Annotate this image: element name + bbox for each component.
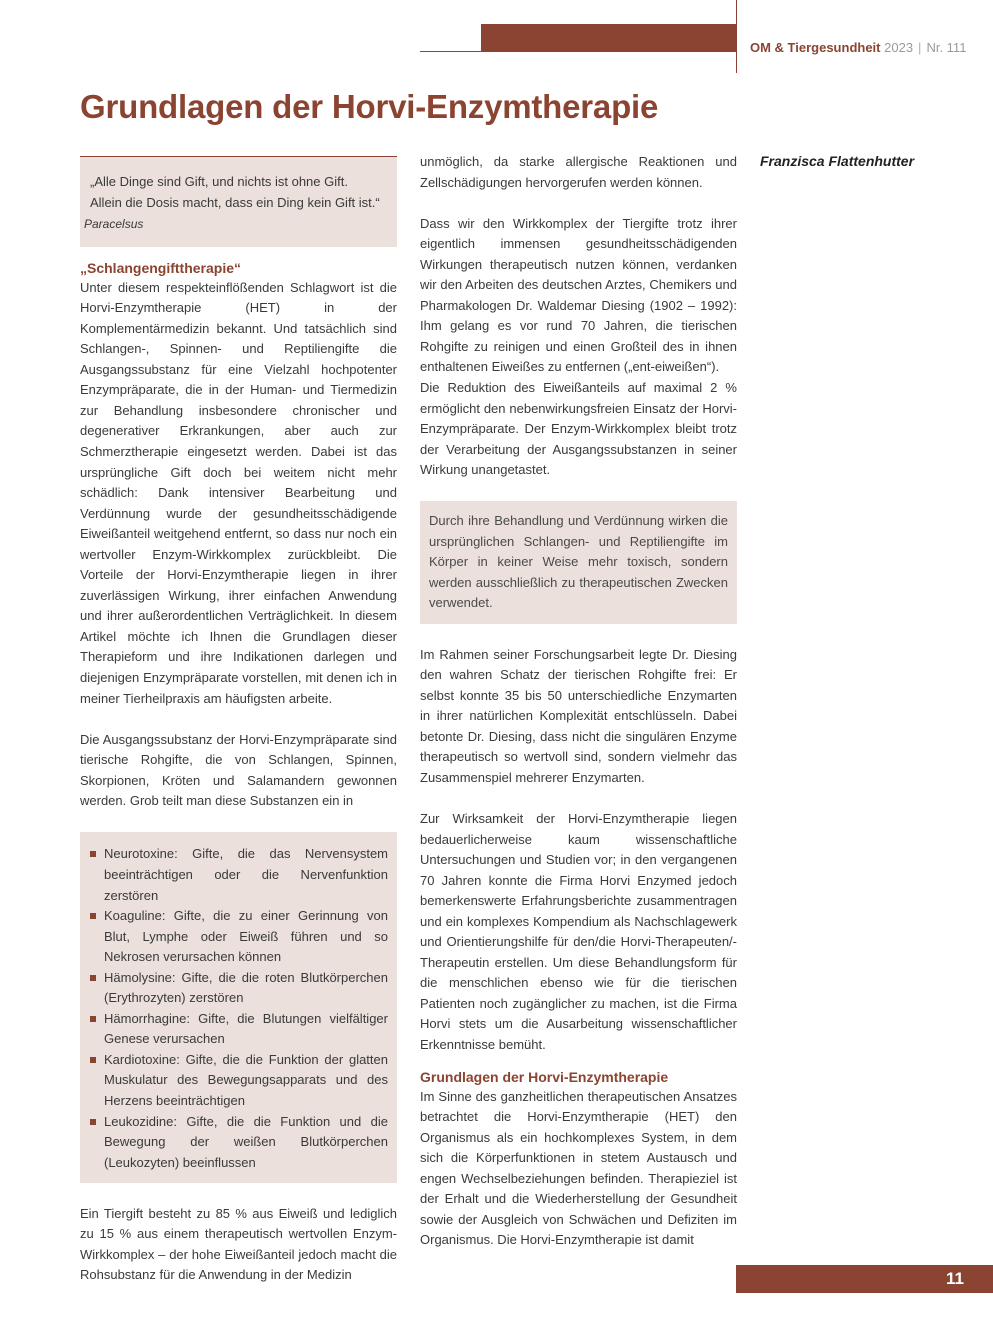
- paragraph: Die Ausgangssubstanz der Horvi-Enzympräparate sind tierische Rohgifte, die von Schlangen, Spinnen, Skorpionen, Kröten und Salamandern gewonnen werden. Grob teilt man diese Substanzen ein in: [80, 731, 397, 809]
- header-color-bar: [481, 24, 736, 51]
- list-item: Kardiotoxine: Gifte, die die Funktion der glatten Muskulatur des Bewegungsapparats und des Herzens beeinträchtigen: [90, 1050, 388, 1112]
- paragraph: Unter diesem respekteinflößenden Schlagwort ist die Horvi-Enzymtherapie (HET) in der Komplementärmedizin bekannt. Und tatsächlich sind Schlangen-, Spinnen- und Reptiliengifte die Ausgangssubstanz für eine Vielzahl hochpotenter Enzympräparate, die in der Human- und Tiermedizin zur Behandlung insbesondere chronischer und degenerativer Erkrankungen, aber auch zur Schmerztherapie eingesetzt werden. Dabei ist das ursprüngliche Gift doch bei weitem nicht mehr schädlich: Dank intensiver Bearbeitung und Verdünnung wurde der gesundheitsschädigende Eiweißanteil weitgehend entfernt, so dass nur noch ein wertvoller Enzym-Wirkkomplex zurückbleibt. Die Vorteile der Horvi-Enzymtherapie liegen in ihrer zuverlässigen Wirkung, ihrer einfachen Anwendung und ihrer außerordentlichen Verträglichkeit. In diesem Artikel möchte ich Ihnen die Grundlagen dieser Therapieform und ihre Indikationen darlegen und diejenigen Enzympräparate vorstellen, mit denen ich in meiner Tierheilpraxis am häufigsten arbeite.: [80, 279, 397, 706]
- list-item: Hämolysine: Gifte, die die roten Blutkörperchen (Erythrozyten) zerstören: [90, 968, 388, 1009]
- paragraph: Zur Wirksamkeit der Horvi-Enzymtherapie liegen bedauerlicherweise kaum wissenschaftliche Untersuchungen und Studien vor; in den vergangenen 70 Jahren konnte die Firma Horvi Enzymed jedoch bemerkenswerte Erfahrungsberichte zusammentragen und ein komplexes Kompendium als Nachschlagewerk und Orientierungshilfe für den/die Horvi-Therapeuten/-Therapeutin erstellen. Um diese Behandlungsform für die menschlichen ebenso wie für die tierischen Patienten noch zugänglicher zu machen, ist die Firma Horvi stets um die Ausarbeitung wissenschaftlicher Erkenntnisse bemüht.: [420, 810, 737, 1052]
- bullet-icon: [90, 913, 96, 919]
- list-item: Hämorrhagine: Gifte, die Blutungen vielfältiger Genese verursachen: [90, 1009, 388, 1050]
- list-item: Koaguline: Gifte, die zu einer Gerinnung von Blut, Lymphe oder Eiweiß führen und so Nekrosen verursachen können: [90, 906, 388, 968]
- column-left: [80, 156, 397, 1286]
- article-author: Franzisca Flattenhutter: [760, 153, 915, 169]
- paragraph: Die Reduktion des Eiweißanteils auf maximal 2 % ermöglicht den nebenwirkungsfreien Einsatz der Horvi-Enzympräparate. Der Enzym-Wirkkomplex bleibt trotz der Verarbeitung der Ausgangssubstanzen in seiner Wirkung unangetastet.: [420, 380, 737, 478]
- journal-issue: Nr. 111: [926, 40, 967, 55]
- list-item: Leukozidine: Gifte, die die Funktion und die Bewegung der weißen Blutkörperchen (Leukozyten) beeinflussen: [90, 1112, 388, 1174]
- epigraph-box: [80, 156, 397, 247]
- list-item: Neurotoxine: Gifte, die das Nervensystem beeinträchtigen oder die Nervenfunktion zerstören: [90, 844, 388, 906]
- article-title: Grundlagen der Horvi-Enzymtherapie: [80, 88, 659, 125]
- paragraph: Dass wir den Wirkkomplex der Tiergifte trotz ihrer eigentlich immensen gesundheitsschädigenden Wirkungen therapeutisch nutzen können, verdanken wir den Arbeiten des deutschen Arztes, Chemikers und Pharmakologen Dr. Waldemar Diesing (1902 – 1992): Ihm gelang es vor rund 70 Jahren, die tierischen Rohgifte zu reinigen und einen Großteil des in ihnen enthaltenen Eiweißes zu entfernen („ent-eiweißen“).: [420, 215, 737, 375]
- paragraph: Im Sinne des ganzheitlichen therapeutischen Ansatzes betrachtet die Horvi-Enzymtherapie (HET) den Organismus als ein hochkomplexes System, in dem sich die Körperfunktionen in stetem Austausch und engen Wechselbeziehungen befinden. Therapieziel ist der Erhalt und die Wiederherstellung der Gesundheit sowie der Ausgleich von Schwächen und Defiziten im Organismus. Die Horvi-Enzymtherapie ist damit: [420, 1088, 737, 1248]
- bullet-icon: [90, 1119, 96, 1125]
- journal-year: 2023: [884, 40, 914, 55]
- journal-name: OM & Tiergesundheit: [750, 40, 881, 55]
- epigraph-source: Paracelsus: [84, 217, 144, 232]
- paragraph: unmöglich, da starke allergische Reaktionen und Zellschädigungen hervorgerufen werden können.: [420, 154, 737, 190]
- section-heading-2: Grundlagen der Horvi-Enzymtherapie: [420, 1068, 669, 1085]
- running-header: [750, 40, 966, 55]
- bullet-icon: [90, 975, 96, 981]
- section-heading-1: „Schlangengifttherapie“: [80, 259, 242, 276]
- column-middle: [420, 152, 737, 1251]
- toxin-list-box: [80, 832, 397, 1183]
- paragraph: Ein Tiergift besteht zu 85 % aus Eiweiß und lediglich zu 15 % aus einem therapeutisch wertvollen Enzym-Wirkkomplex – der hohe Eiweißanteil jedoch macht die Rohsubstanz für die Anwendung in der Medizin: [80, 1205, 397, 1283]
- highlight-text: Durch ihre Behandlung und Verdünnung wirken die ursprünglichen Schlangen- und Reptiliengifte im Körper in keiner Weise mehr toxisch, sondern werden ausschließlich zu therapeutischen Zwecken verwendet.: [429, 513, 728, 611]
- bullet-icon: [90, 1057, 96, 1063]
- toxin-list: [90, 844, 388, 1173]
- bullet-icon: [90, 1016, 96, 1022]
- highlight-box: [420, 501, 737, 624]
- page-number: 11: [946, 1269, 964, 1288]
- epigraph-line-1: „Alle Dinge sind Gift, und nichts ist ohne Gift.: [90, 174, 348, 189]
- epigraph-line-2: Allein die Dosis macht, dass ein Ding kein Gift ist.“: [90, 194, 380, 210]
- paragraph: Im Rahmen seiner Forschungsarbeit legte Dr. Diesing den wahren Schatz der tierischen Rohgifte frei: Er selbst konnte 35 bis 50 unterschiedliche Enzymarten in ihrer natürlichen Komplexität entschlüsseln. Dabei betonte Dr. Diesing, dass nicht die singulären Enzyme therapeutisch so wertvoll sind, sondern vielmehr das Zusammenspiel mehrerer Enzymarten.: [420, 646, 737, 785]
- header-rule: [420, 51, 736, 52]
- header-vertical-rule: [736, 0, 737, 73]
- bullet-icon: [90, 851, 96, 857]
- header-separator: |: [918, 40, 922, 55]
